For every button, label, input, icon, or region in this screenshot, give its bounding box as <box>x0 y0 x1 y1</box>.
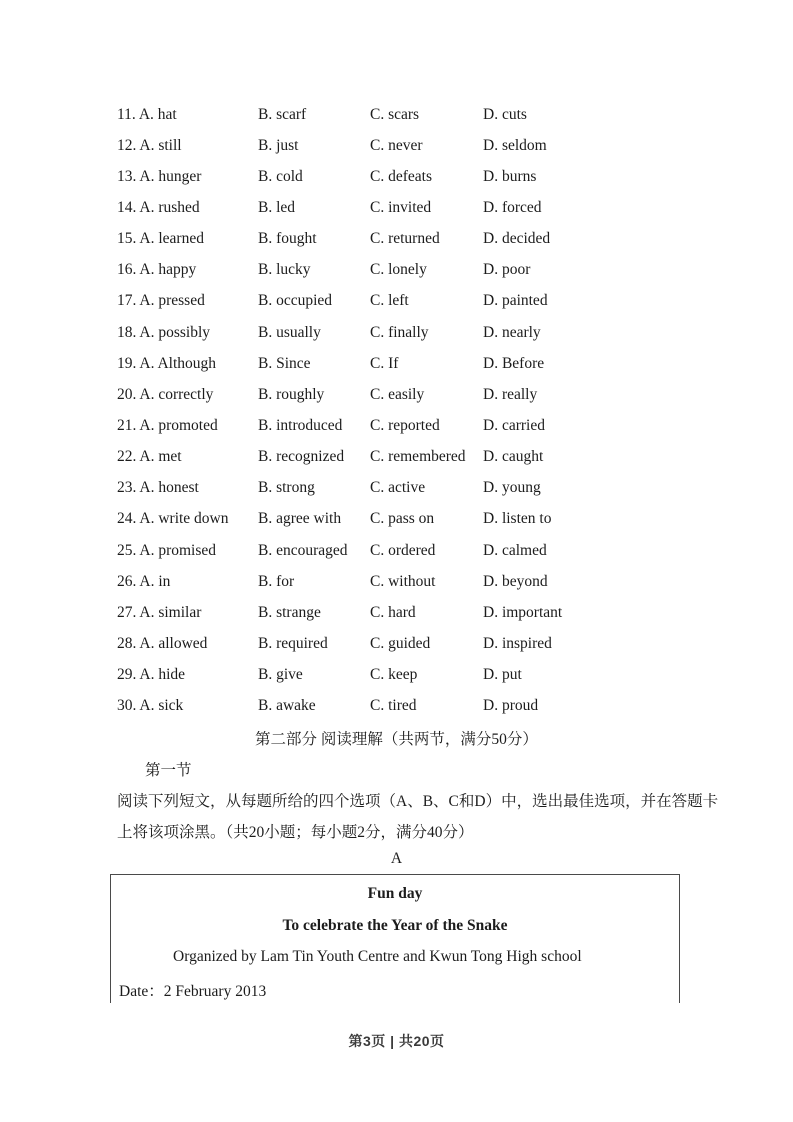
question-option-d: D. decided <box>483 230 551 248</box>
question-option-a: 20. A. correctly <box>117 385 214 403</box>
question-option-c: C. reported <box>370 416 440 434</box>
question-option-b: B. give <box>258 666 303 684</box>
question-option-b: B. occupied <box>258 292 333 310</box>
question-option-d: D. seldom <box>483 136 547 154</box>
question-option-d: D. put <box>483 666 522 684</box>
question-option-c: C. ordered <box>370 541 436 559</box>
question-option-b: B. led <box>258 198 296 216</box>
question-row <box>117 597 677 628</box>
question-option-c: C. If <box>370 354 399 372</box>
question-option-a: 29. A. hide <box>117 666 186 684</box>
question-row <box>117 504 677 535</box>
question-option-c: C. pass on <box>370 510 435 528</box>
instructions-line-2: 上将该项涂黑。（共20小题；每小题2分，满分40分） <box>117 824 474 841</box>
passage-organizer: Organized by Lam Tin Youth Centre and Kwun Tong High school <box>173 948 582 965</box>
question-row <box>117 317 677 348</box>
question-option-b: B. roughly <box>258 385 325 403</box>
question-option-b: B. strange <box>258 603 321 621</box>
question-option-c: C. never <box>370 136 423 154</box>
question-option-b: B. strong <box>258 479 315 497</box>
question-option-a: 23. A. honest <box>117 479 199 497</box>
question-option-c: C. scars <box>370 105 420 123</box>
question-option-a: 28. A. allowed <box>117 634 208 652</box>
question-option-a: 22. A. met <box>117 448 182 466</box>
question-row <box>117 379 677 410</box>
question-option-b: B. scarf <box>258 105 307 123</box>
question-option-d: D. important <box>483 603 563 621</box>
question-row <box>117 660 677 691</box>
question-option-b: B. for <box>258 572 295 590</box>
questions-table <box>117 99 677 722</box>
question-option-b: B. agree with <box>258 510 342 528</box>
question-row <box>117 161 677 192</box>
question-row <box>117 192 677 223</box>
passage-date: Date：2 February 2013 <box>119 983 267 1000</box>
passage-title: Fun day <box>367 885 423 902</box>
question-option-a: 13. A. hunger <box>117 167 202 185</box>
question-row <box>117 99 677 130</box>
question-option-a: 24. A. write down <box>117 510 229 528</box>
section-subheading: 第一节 <box>145 762 192 779</box>
passage-box <box>110 874 680 1003</box>
question-option-d: D. burns <box>483 167 537 185</box>
question-option-d: D. inspired <box>483 634 552 652</box>
question-option-d: D. calmed <box>483 541 547 559</box>
question-option-a: 27. A. similar <box>117 603 202 621</box>
question-row <box>117 255 677 286</box>
question-row <box>117 130 677 161</box>
question-option-c: C. keep <box>370 666 418 684</box>
question-row <box>117 224 677 255</box>
question-option-d: D. really <box>483 385 538 403</box>
question-row <box>117 410 677 441</box>
question-option-b: B. awake <box>258 697 316 715</box>
question-option-d: D. forced <box>483 198 542 216</box>
question-option-d: D. poor <box>483 261 531 279</box>
question-option-d: D. beyond <box>483 572 548 590</box>
question-option-a: 26. A. in <box>117 572 171 590</box>
question-option-c: C. active <box>370 479 426 497</box>
question-option-a: 16. A. happy <box>117 261 197 279</box>
passage-subtitle: To celebrate the Year of the Snake <box>282 917 508 934</box>
question-option-d: D. proud <box>483 697 539 715</box>
instructions-line-1: 阅读下列短文，从每题所给的四个选项（A、B、C和D）中，选出最佳选项，并在答题卡 <box>117 793 719 810</box>
question-option-b: B. Since <box>258 354 311 372</box>
question-option-c: C. defeats <box>370 167 432 185</box>
question-option-b: B. cold <box>258 167 303 185</box>
question-option-c: C. returned <box>370 230 440 248</box>
question-option-c: C. invited <box>370 198 432 216</box>
question-option-a: 25. A. promised <box>117 541 217 559</box>
question-option-a: 12. A. still <box>117 136 182 154</box>
question-option-b: B. usually <box>258 323 321 341</box>
question-option-d: D. nearly <box>483 323 541 341</box>
question-option-c: C. guided <box>370 634 431 652</box>
question-row <box>117 348 677 379</box>
question-option-a: 21. A. promoted <box>117 416 218 434</box>
question-option-b: B. fought <box>258 230 317 248</box>
question-option-b: B. just <box>258 136 299 154</box>
question-option-c: C. easily <box>370 385 425 403</box>
question-option-d: D. young <box>483 479 541 497</box>
passage-label: A <box>390 850 403 867</box>
question-option-b: B. lucky <box>258 261 311 279</box>
question-option-d: D. cuts <box>483 105 527 123</box>
question-option-b: B. recognized <box>258 448 345 466</box>
question-option-d: D. Before <box>483 354 545 372</box>
question-option-a: 17. A. pressed <box>117 292 205 310</box>
question-option-d: D. listen to <box>483 510 552 528</box>
question-option-d: D. caught <box>483 448 544 466</box>
question-row <box>117 535 677 566</box>
question-row <box>117 442 677 473</box>
question-option-a: 14. A. rushed <box>117 198 200 216</box>
question-row <box>117 628 677 659</box>
question-option-a: 30. A. sick <box>117 697 184 715</box>
question-option-c: C. hard <box>370 603 416 621</box>
question-option-c: C. without <box>370 572 436 590</box>
question-row <box>117 566 677 597</box>
section-heading: 第二部分 阅读理解（共两节，满分50分） <box>255 731 538 748</box>
question-row <box>117 286 677 317</box>
question-row <box>117 473 677 504</box>
question-option-b: B. introduced <box>258 416 343 434</box>
question-option-a: 19. A. Although <box>117 354 217 372</box>
question-option-b: B. encouraged <box>258 541 348 559</box>
question-row <box>117 691 677 722</box>
page-footer: 第3页 | 共20页 <box>348 1033 445 1049</box>
question-option-c: C. left <box>370 292 409 310</box>
question-option-a: 18. A. possibly <box>117 323 211 341</box>
question-option-d: D. painted <box>483 292 548 310</box>
question-option-c: C. tired <box>370 697 417 715</box>
question-option-c: C. remembered <box>370 448 466 466</box>
question-option-a: 11. A. hat <box>117 105 177 123</box>
question-option-d: D. carried <box>483 416 545 434</box>
question-option-a: 15. A. learned <box>117 230 204 248</box>
question-option-b: B. required <box>258 634 328 652</box>
question-option-c: C. finally <box>370 323 429 341</box>
question-option-c: C. lonely <box>370 261 427 279</box>
